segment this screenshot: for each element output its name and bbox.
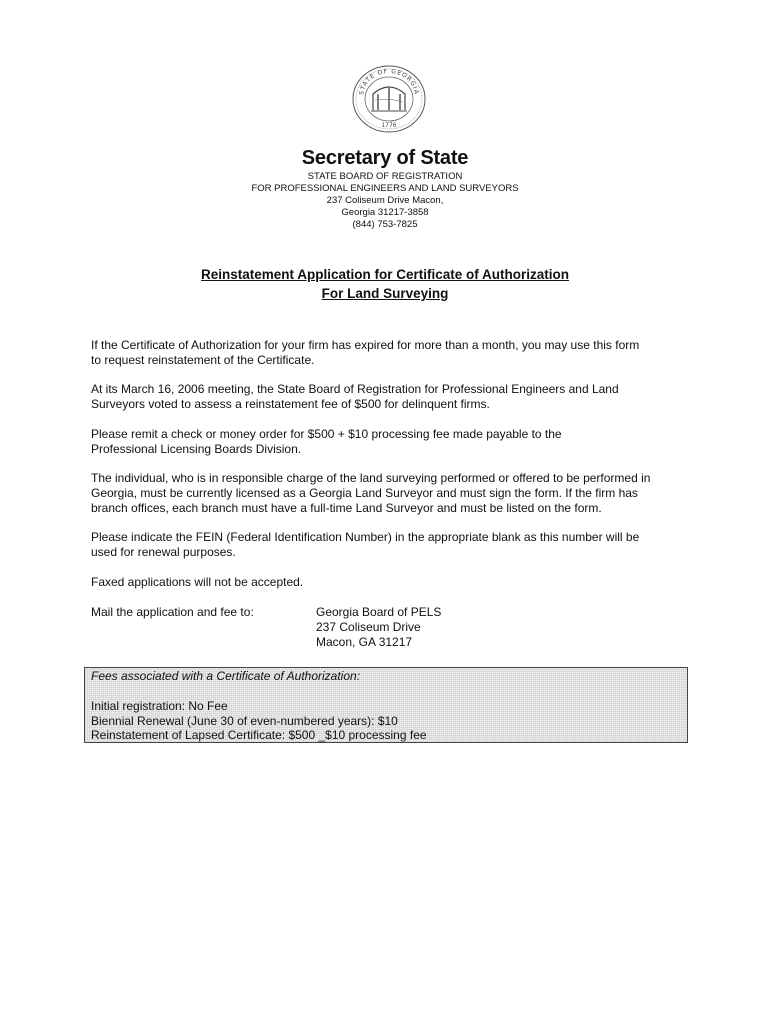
seal-ring-text: STATE OF GEORGIA	[358, 67, 420, 96]
paragraph-fax: Faxed applications will not be accepted.	[91, 575, 304, 589]
document-title-line1: Reinstatement Application for Certificate of Authorization	[200, 267, 570, 282]
paragraph-fein	[91, 530, 691, 560]
document-title-line2: For Land Surveying	[321, 286, 449, 301]
mail-address-line: Georgia Board of PELS	[316, 605, 442, 619]
fees-heading: Fees associated with a Certificate of Authorization:	[91, 669, 361, 683]
georgia-state-seal-icon	[351, 64, 427, 134]
paragraph-line: branch offices, each branch must have a full-time Land Surveyor and must be listed on the form.	[91, 501, 602, 515]
board-name-line2: FOR PROFESSIONAL ENGINEERS AND LAND SURVEYORS	[251, 183, 519, 194]
mail-address-line: 237 Coliseum Drive	[316, 620, 421, 634]
paragraph-line: used for renewal purposes.	[91, 545, 236, 559]
mail-address-line: Macon, GA 31217	[316, 635, 413, 649]
paragraph-line: Please remit a check or money order for $500 + $10 processing fee made payable to the	[91, 427, 562, 441]
fee-initial-registration: Initial registration: No Fee	[91, 699, 228, 713]
seal-year: 1776	[381, 122, 397, 129]
page-title: Secretary of State	[301, 147, 469, 169]
board-name-line1: STATE BOARD OF REGISTRATION	[307, 171, 463, 182]
address-line2: Georgia 31217-3858	[341, 207, 429, 218]
paragraph-line: If the Certificate of Authorization for your firm has expired for more than a month, you may use this form	[91, 338, 640, 352]
phone-line: (844) 753-7825	[352, 219, 418, 230]
fees-box	[84, 667, 688, 743]
paragraph-line: to request reinstatement of the Certificate.	[91, 353, 315, 367]
fee-biennial-renewal: Biennial Renewal (June 30 of even-numbered years): $10	[91, 714, 398, 728]
paragraph-line: Surveyors voted to assess a reinstatement fee of $500 for delinquent firms.	[91, 397, 490, 411]
paragraph-responsible-charge	[91, 471, 691, 516]
fee-reinstatement: Reinstatement of Lapsed Certificate: $500 _$10 processing fee	[91, 728, 427, 742]
address-line1: 237 Coliseum Drive Macon,	[326, 195, 444, 206]
paragraph-line: Please indicate the FEIN (Federal Identification Number) in the appropriate blank as this number will be	[91, 530, 640, 544]
paragraph-expired	[91, 338, 691, 368]
paragraph-line: Professional Licensing Boards Division.	[91, 442, 302, 456]
paragraph-line: Georgia, must be currently licensed as a Georgia Land Surveyor and must sign the form. If the firm has	[91, 486, 638, 500]
paragraph-line: At its March 16, 2006 meeting, the State Board of Registration for Professional Engineers and Land	[91, 382, 619, 396]
paragraph-remit	[91, 427, 691, 457]
paragraph-line: The individual, who is in responsible charge of the land surveying performed or offered to be performed in	[91, 471, 651, 485]
paragraph-board-meeting	[91, 382, 691, 412]
mail-address	[316, 605, 441, 650]
mail-label: Mail the application and fee to:	[91, 605, 254, 619]
